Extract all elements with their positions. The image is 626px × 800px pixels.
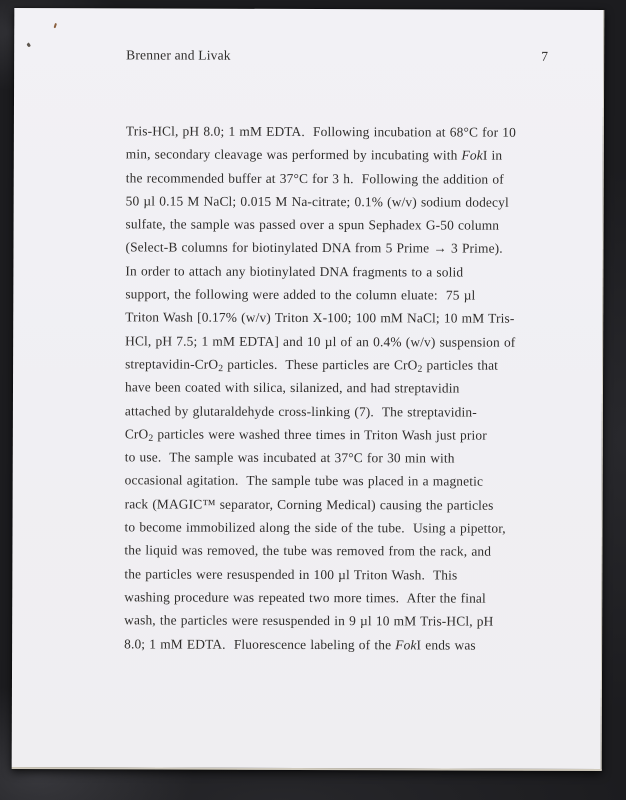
text-line: attached by glutaraldehyde cross-linking (7). The streptavidin- (124, 402, 477, 420)
text-line: support, the following were added to the column eluate: 75 µl (125, 286, 476, 303)
text-line: to become immobilized along the side of the tube. Using a pipettor, (124, 519, 506, 536)
text-line: have been coated with silica, silanized, and had streptavidin (124, 379, 460, 396)
text-line: min, secondary cleavage was performed by incubating with FokI in (125, 146, 503, 163)
text-line: Triton Wash [0.17% (w/v) Triton X-100; 100 mM NaCl; 10 mM Tris- (125, 309, 515, 327)
text-line: wash, the particles were resuspended in 9 µl 10 mM Tris-HCl, pH (124, 612, 494, 629)
text-line: the liquid was removed, the tube was removed from the rack, and (124, 542, 492, 559)
document-page (12, 8, 605, 771)
body-text (124, 119, 536, 656)
paper-speck (26, 43, 31, 48)
text-line: (Select-B columns for biotinylated DNA from 5 Prime → 3 Prime). (125, 239, 503, 257)
running-head: Brenner and Livak (126, 47, 231, 63)
text-line: to use. The sample was incubated at 37°C for 30 min with (124, 449, 455, 466)
text-line: occasional agitation. The sample tube was placed in a magnetic (124, 472, 484, 490)
text-line: HCl, pH 7.5; 1 mM EDTA] and 10 µl of an 0.4% (w/v) suspension of (125, 333, 516, 350)
text-line: sulfate, the sample was passed over a spun Sephadex G-50 column (125, 216, 500, 233)
text-line: 8.0; 1 mM EDTA. Fluorescence labeling of the FokI ends was (124, 635, 476, 653)
page-number: 7 (541, 48, 549, 64)
paper-speck (54, 23, 57, 28)
text-line: Tris-HCl, pH 8.0; 1 mM EDTA. Following incubation at 68°C for 10 (125, 123, 517, 140)
text-line: 50 µl 0.15 M NaCl; 0.015 M Na-citrate; 0.1% (w/v) sodium dodecyl (125, 193, 509, 210)
text-line: In order to attach any biotinylated DNA fragments to a solid (125, 263, 464, 280)
text-line: the particles were resuspended in 100 µl Triton Wash. This (124, 566, 458, 583)
text-line: the recommended buffer at 37°C for 3 h. Following the addition of (125, 169, 504, 187)
text-line: streptavidin-CrO$_2$ particles. These particles are CrO$_2$ particles that (125, 356, 499, 375)
page-header (126, 47, 548, 64)
text-line: CrO$_2$ particles were washed three times in Triton Wash just prior (124, 426, 487, 444)
text-line: rack (MAGIC™ separator, Corning Medical) causing the particles (124, 496, 494, 513)
text-line: washing procedure was repeated two more times. After the final (124, 589, 486, 606)
